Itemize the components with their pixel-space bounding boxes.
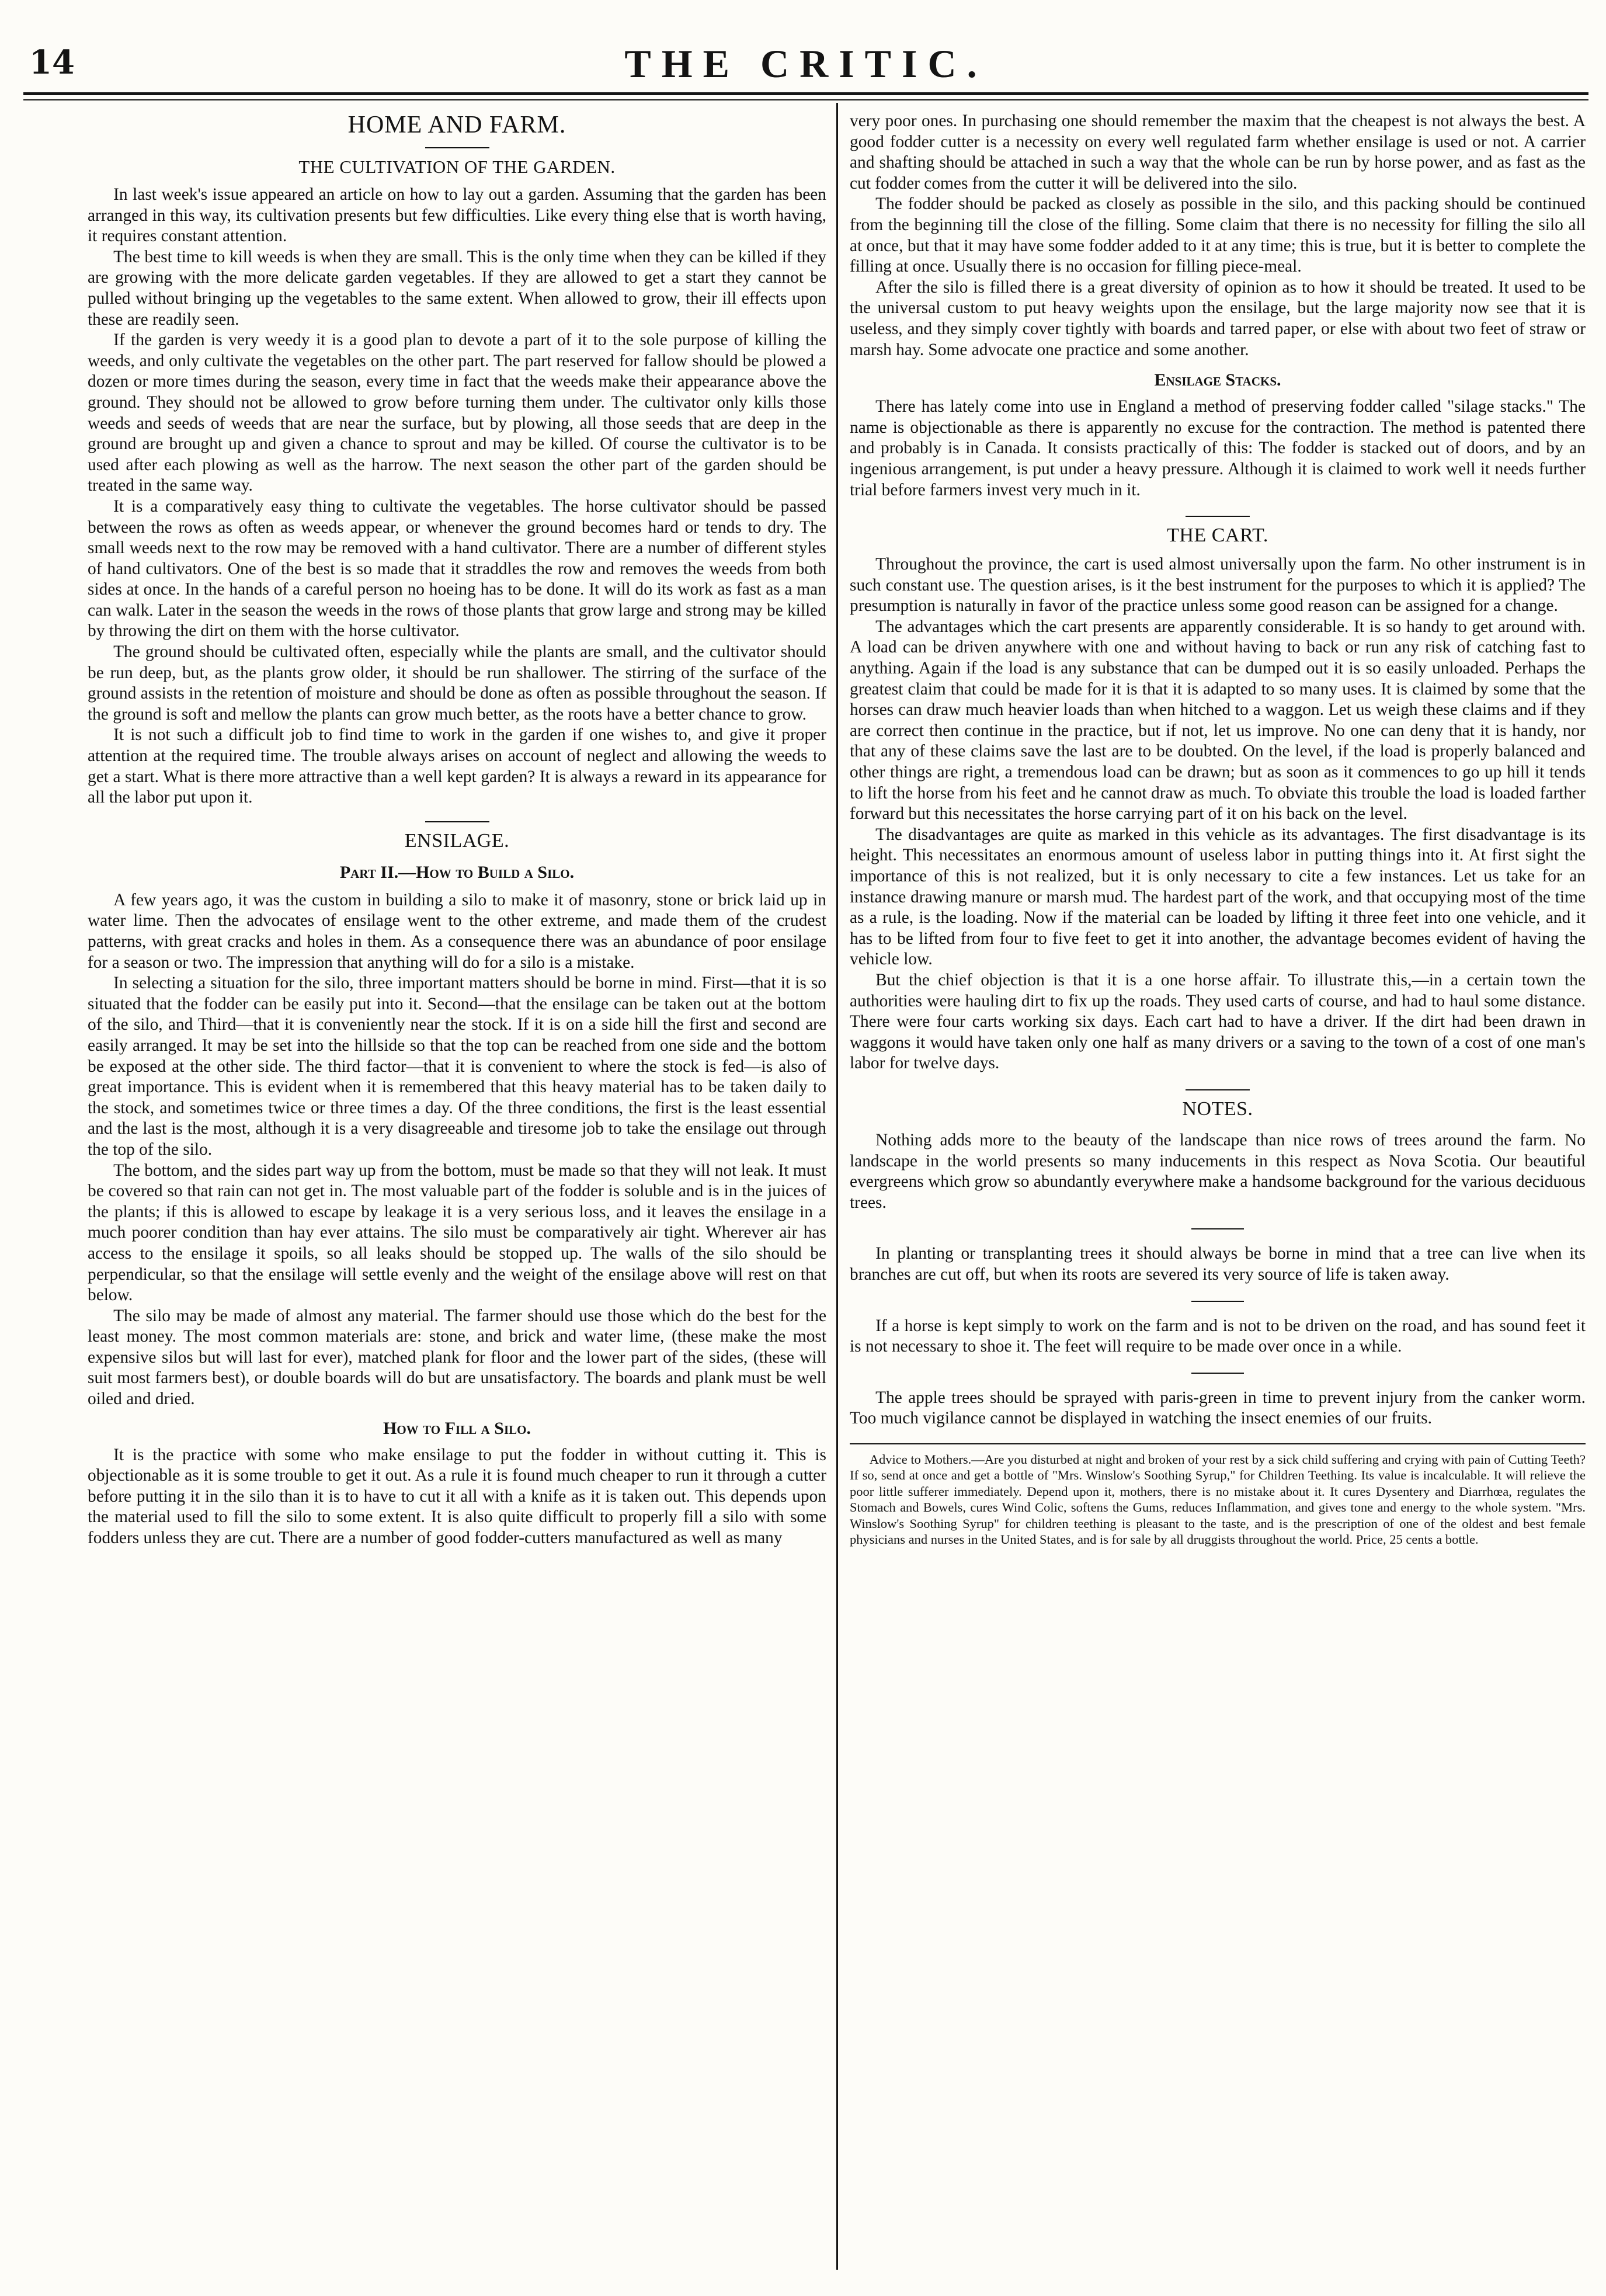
note-separator (1191, 1301, 1244, 1302)
subheading-build-silo: Part II.—How to Build a Silo. (339, 862, 575, 882)
section-separator (1186, 516, 1250, 517)
paragraph: It is a comparatively easy thing to cultivate the vegetables. The horse cultivator should be passed between the rows as often as weeds appear, or whenever the ground becomes hard or tends to dry. The small weeds next to the row may be removed with a hand cultivator. There are a number of different styles of hand cultivators. One of the best is so made that it straddles the row and removes the weeds from both sides at once. In the hands of a careful person no hoeing has to be done. It will do its work as fast as a man can walk. Later in the season the weeds in the rows of those plants that grow large and strong may be killed by throwing the dirt on them with the horse cultivator. (88, 496, 826, 641)
note-item: The apple trees should be sprayed with paris-green in time to prevent injury from the canker worm. Too much vigilance cannot be displayed in watching the insect enemies of our fruits. (850, 1388, 1586, 1428)
paragraph: But the chief objection is that it is a one horse affair. To illustrate this,—in a certain town the authorities were hauling dirt to fix up the roads. They used carts of course, and had to haul some distance. There were four carts working six days. Each cart had to have a driver. If the dirt had been drawn in waggons it would have taken only one half as many drivers or a saving to the town of a cost of one man's labor for twelve days. (850, 970, 1586, 1073)
advertisement (850, 1443, 1586, 1548)
paragraph: The silo may be made of almost any material. The farmer should use those which do the best for the least money. The most common materials are: stone, and brick and water lime, (these make the most expensive silos but will last for ever), matched plank for floor and the lower part of the sides, (these will suit most farmers best), or double boards will do but are unsatisfactory. The boards and plank must be well oiled and dried. (88, 1306, 826, 1409)
note-item: In planting or transplanting trees it should always be borne in mind that a tree can live when its branches are cut off, but when its roots are severed its very source of life is taken away. (850, 1244, 1586, 1284)
subheading-fill-silo: How to Fill a Silo. (383, 1418, 531, 1438)
paragraph: After the silo is filled there is a great diversity of opinion as to how it should be treated. It used to be the universal custom to put heavy weights upon the ensilage, but the large majority now see that it is useless, and they simply cover tightly with boards and tarred paper, or else with about two feet of straw or marsh hay. Some advocate one practice and some another. (850, 277, 1586, 359)
note-item: If a horse is kept simply to work on the farm and is not to be driven on the road, and has sound feet it is not necessary to shoe it. The feet will require to be made over once in a while. (850, 1316, 1586, 1356)
article-heading-cultivation: THE CULTIVATION OF THE GARDEN. (298, 157, 616, 177)
paragraph: The ground should be cultivated often, especially while the plants are small, and the cultivator should be run deep, but, as the plants grow older, it should be run shallower. The stirring of the surface of the ground assists in the retention of moisture and should be done as often as possible throughout the season. If the ground is soft and mellow the plants can grow much better, as the roots have a better chance to grow. (88, 642, 826, 724)
subheading-ensilage-stacks: Ensilage Stacks. (1154, 370, 1281, 390)
paragraph: Throughout the province, the cart is used almost universally upon the farm. No other instrument is in such constant use. The question arises, is it the best instrument for the purposes to which it is applied? The presumption is naturally in favor of the practice unless some good reason can be assigned for a change. (850, 555, 1586, 616)
section-separator (425, 821, 489, 822)
article-heading-the-cart: THE CART. (1167, 524, 1268, 547)
column-divider (836, 103, 838, 2270)
note-item: Nothing adds more to the beauty of the landscape than nice rows of trees around the farm. No landscape in the world presents so many inducements in this respect as Nova Scotia. Our beautiful evergreens which grow so abundantly everywhere make a handsome background for the various deciduous trees. (850, 1130, 1586, 1212)
masthead-rule-thick (23, 92, 1588, 95)
paragraph: In last week's issue appeared an article on how to lay out a garden. Assuming that the garden has been arranged in this way, its cultivation presents but few difficulties. Like every thing else that is worth having, it requires constant attention. (88, 185, 826, 246)
note-separator (1191, 1228, 1244, 1229)
paragraph: The best time to kill weeds is when they are small. This is the only time when they can be killed if they are growing with the more delicate garden vegetables. If they are allowed to get a start they cannot be pulled without bringing up the vegetables to the same extent. When allowed to grow, their ill effects upon these are readily seen. (88, 247, 826, 329)
left-column (88, 111, 826, 2272)
advertisement-text: Advice to Mothers.—Are you disturbed at night and broken of your rest by a sick child suffering and crying with pain of Cutting Teeth? If so, send at once and get a bottle of "Mrs. Winslow's Soothing Syrup," for Children Teething. Its value is incalculable. It will relieve the poor little sufferer immediately. Depend upon it, mothers, there is no mistake about it. It cures Dysentery and Diarrhœa, regulates the Stomach and Bowels, cures Wind Colic, softens the Gums, reduces Inflammation, and gives tone and energy to the whole system. "Mrs. Winslow's Soothing Syrup" for children teething is pleasant to the taste, and is the prescription of one of the oldest and best female physicians and nurses in the United States, and is for sale by all druggists throughout the world. Price, 25 cents a bottle. (850, 1451, 1586, 1547)
article-heading-ensilage: ENSILAGE. (404, 829, 510, 852)
heading-separator (425, 147, 489, 148)
masthead (23, 23, 1588, 111)
paragraph: The disadvantages are quite as marked in this vehicle as its advantages. The first disadvantage is its height. This necessitates an enormous amount of useless labor in putting things into it. At first sight the importance of this is not realized, but it is only necessary to cite a few instances. Let us take for an instance drawing manure or marsh mud. The hardest part of the work, and that occupying most of the time as a rule, is the loading. Now if the material can be loaded by lifting it three feet into one vehicle, and it has to be lifted from four to five feet to get it into another, the advantage becomes evident of having the vehicle low. (850, 825, 1586, 969)
paragraph: There has lately come into use in England a method of preserving fodder called "silage stacks." The name is objectionable as there is apparently no excuse for the contraction. The method is patented there and probably is in Canada. It consists practically of this: The fodder is stacked out of doors, and by an ingenious arrangement, is put under a heavy pressure. Although it is claimed to work well it needs further trial before farmers invest very much in it. (850, 397, 1586, 499)
paragraph: very poor ones. In purchasing one should remember the maxim that the cheapest is not always the best. A good fodder cutter is a necessity on every well regulated farm whether ensilage is used or not. A carrier and shafting should be attached in such a way that the whole can be run by horse power, and as fast as the cut fodder comes from the cutter it will be delivered into the silo. (850, 112, 1586, 193)
paragraph: In selecting a situation for the silo, three important matters should be borne in mind. First—that it is so situated that the fodder can be easily put into it. Second—that the ensilage can be taken out at the bottom of the silo, and Third—that it is conveniently near the stock. If it is on a side hill the first and second are easily arranged. It may be set into the hillside so that the top can be reached from one side and the bottom be exposed at the other side. The third factor—that it is convenient to where the stock is fed—is also of great importance. This is evident when it is remembered that this heavy material has to be taken daily to the stock, and sometimes twice or three times a day. Of the three conditions, the first is the least essential and the last is the most, although it is a very disagreeable and tiresome job to take the ensilage out through the top of the silo. (88, 974, 826, 1159)
article-heading-notes: NOTES. (1182, 1097, 1253, 1120)
section-separator (1186, 1089, 1250, 1090)
paragraph: It is not such a difficult job to find time to work in the garden if one wishes to, and give it proper attention at the required time. The trouble always arises on account of neglect and allowing the weeds to get a start. What is there more attractive than a well kept garden? It is always a reward in its appearance for all the labor put upon it. (88, 725, 826, 807)
paragraph: The fodder should be packed as closely as possible in the silo, and this packing should be continued from the beginning till the close of the filling. Some claim that there is no necessity for filling the silo all at once, but that it may have some fodder added to it at any time; this is true, but it is better to complete the filling at once. Usually there is no occasion for filling piece-meal. (850, 194, 1586, 276)
paragraph: The bottom, and the sides part way up from the bottom, must be made so that they will not leak. It must be covered so that rain can not get in. The most valuable part of the fodder is soluble and is in the juices of the plants; if this is allowed to escape by leakage it is a very serious loss, and it leaves the ensilage in a much poorer condition than hay ever attains. The silo must be comparatively air tight. Wherever air has access to the ensilage it spoils, so all leaks should be stopped up. The walls of the silo should be perpendicular, so that the ensilage will settle evenly and the weight of the ensilage above will rest on that below. (88, 1161, 826, 1305)
paragraph: The advantages which the cart presents are apparently considerable. It is so handy to get around with. A load can be driven anywhere with one and without having to back or run any risk of catching fast to anything. Again if the load is any substance that can be dumped out it is so easily unloaded. Perhaps the greatest claim that could be made for it is that it is adapted to so many uses. It is claimed by some that the horses can draw much heavier loads than when hitched to a waggon. Let us weigh these claims and if they are correct then continue in the practice, but if not, let us improve. No one can deny that it is handy, nor that any of these claims save the last are to be doubted. On the level, if the load is properly balanced and other things are right, a tremendous load can be drawn; but as soon as it commences to go up hill it tends to lift the horse from his feet and he cannot draw as much. To obviate this trouble the load is loaded farther forward but this necessitates the horse carrying part of it on his back on the level. (850, 617, 1586, 824)
newspaper-title: THE CRITIC. (624, 41, 988, 86)
paragraph: A few years ago, it was the custom in building a silo to make it of masonry, stone or brick laid up in water lime. Then the advocates of ensilage went to the other extreme, and made them of the crudest patterns, with great cracks and holes in them. As a consequence there was an abundance of poor ensilage for a season or two. The impression that anything will do for a silo is a mistake. (88, 890, 826, 972)
masthead-rule-thin (23, 99, 1588, 100)
page-number: 14 (29, 43, 75, 82)
section-heading-home-and-farm: HOME AND FARM. (347, 112, 566, 138)
paragraph: It is the practice with some who make ensilage to put the fodder in without cutting it. This is objectionable as it is some trouble to get it out. As a rule it is found much cheaper to run it through a cutter before putting it in the silo than it is to have to cut it all with a knife as it is taken out. This depends upon the material used to fill the silo to some extent. It is also quite difficult to properly fill a silo with some fodders unless they are cut. There are a number of good fodder-cutters manufactured as well as many (88, 1445, 826, 1548)
note-separator (1191, 1373, 1244, 1374)
paragraph: If the garden is very weedy it is a good plan to devote a part of it to the sole purpose of killing the weeds, and only cultivate the vegetables on the other part. The part reserved for fallow should be plowed a dozen or more times during the season, every time in fact that the weeds make their appearance above the ground. They should not be allowed to grow before turning them under. The cultivator only kills those weeds and seeds of weeds that are near the surface, but by plowing, all those seeds that are deep in the ground are brought up and given a chance to sprout and may be killed. Of course the cultivator is to be used after each plowing as well as the harrow. The next season the other part of the garden should be treated in the same way. (88, 331, 826, 495)
right-column (850, 111, 1586, 2272)
